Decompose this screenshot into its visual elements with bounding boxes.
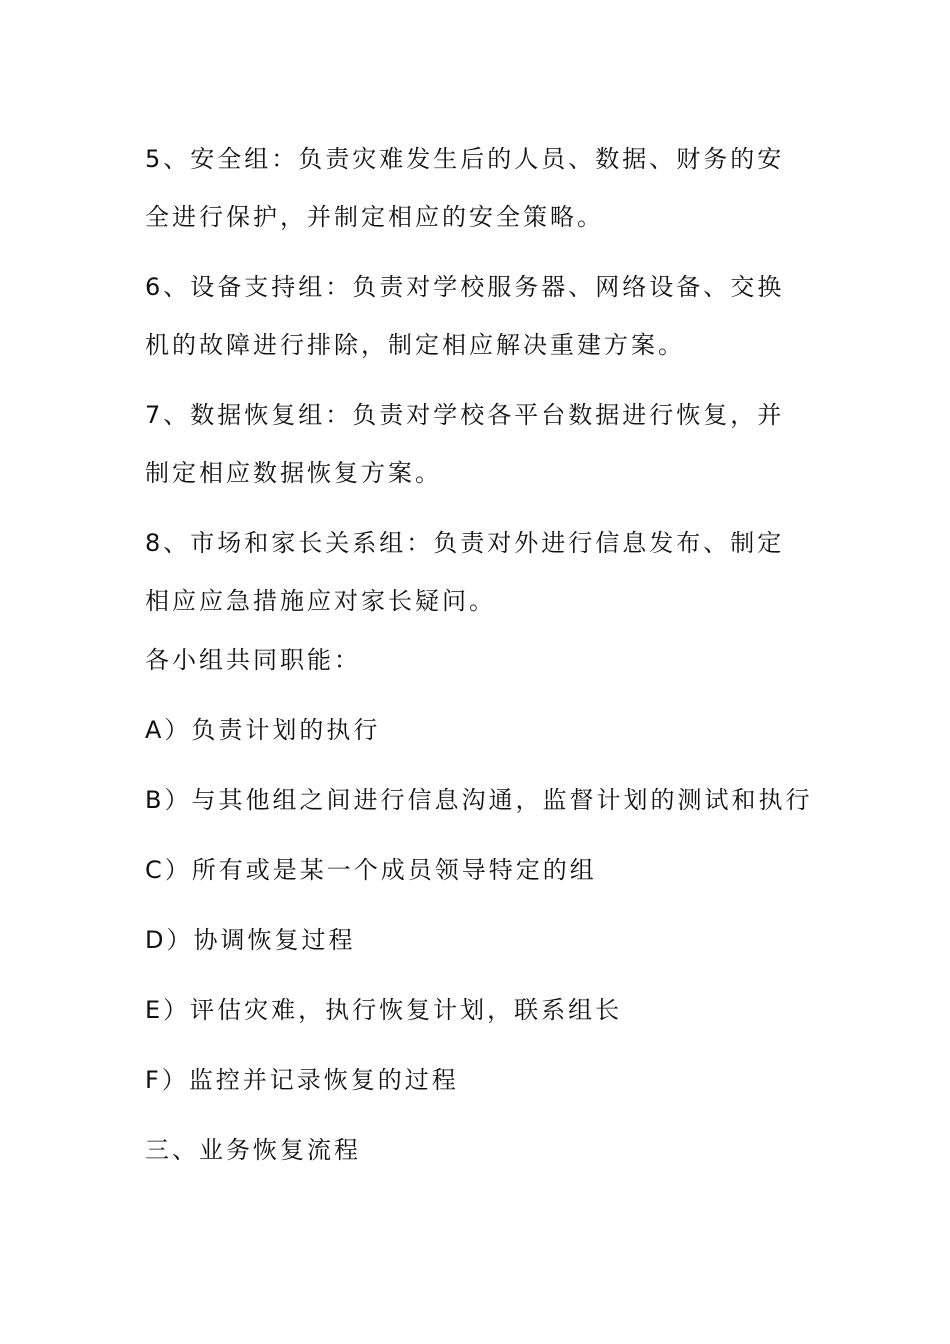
list-item: A）负责计划的执行: [145, 716, 381, 744]
list-item: C）所有或是某一个成员领导特定的组: [145, 856, 597, 884]
paragraph-equipment-support-group: 6、设备支持组：负责对学校服务器、网络设备、交换机的故障进行排除，制定相应解决重建方案。: [145, 273, 785, 359]
list-item: B）与其他组之间进行信息沟通，监督计划的测试和执行: [145, 786, 813, 814]
common-duties-heading: 各小组共同职能：: [145, 646, 361, 674]
list-item: E）评估灾难，执行恢复计划，联系组长: [145, 996, 623, 1024]
paragraph-market-parent-relations-group: 8、市场和家长关系组：负责对外进行信息发布、制定相应应急措施应对家长疑问。: [145, 529, 785, 615]
paragraph-security-group: 5、安全组：负责灾难发生后的人员、数据、财务的安全进行保护，并制定相应的安全策略。: [145, 145, 785, 231]
list-item: F）监控并记录恢复的过程: [145, 1066, 459, 1094]
section-heading: 三、业务恢复流程: [145, 1136, 361, 1164]
list-item: D）协调恢复过程: [145, 926, 356, 954]
document-body: [145, 130, 813, 1202]
paragraph-data-recovery-group: 7、数据恢复组：负责对学校各平台数据进行恢复，并制定相应数据恢复方案。: [145, 401, 785, 487]
